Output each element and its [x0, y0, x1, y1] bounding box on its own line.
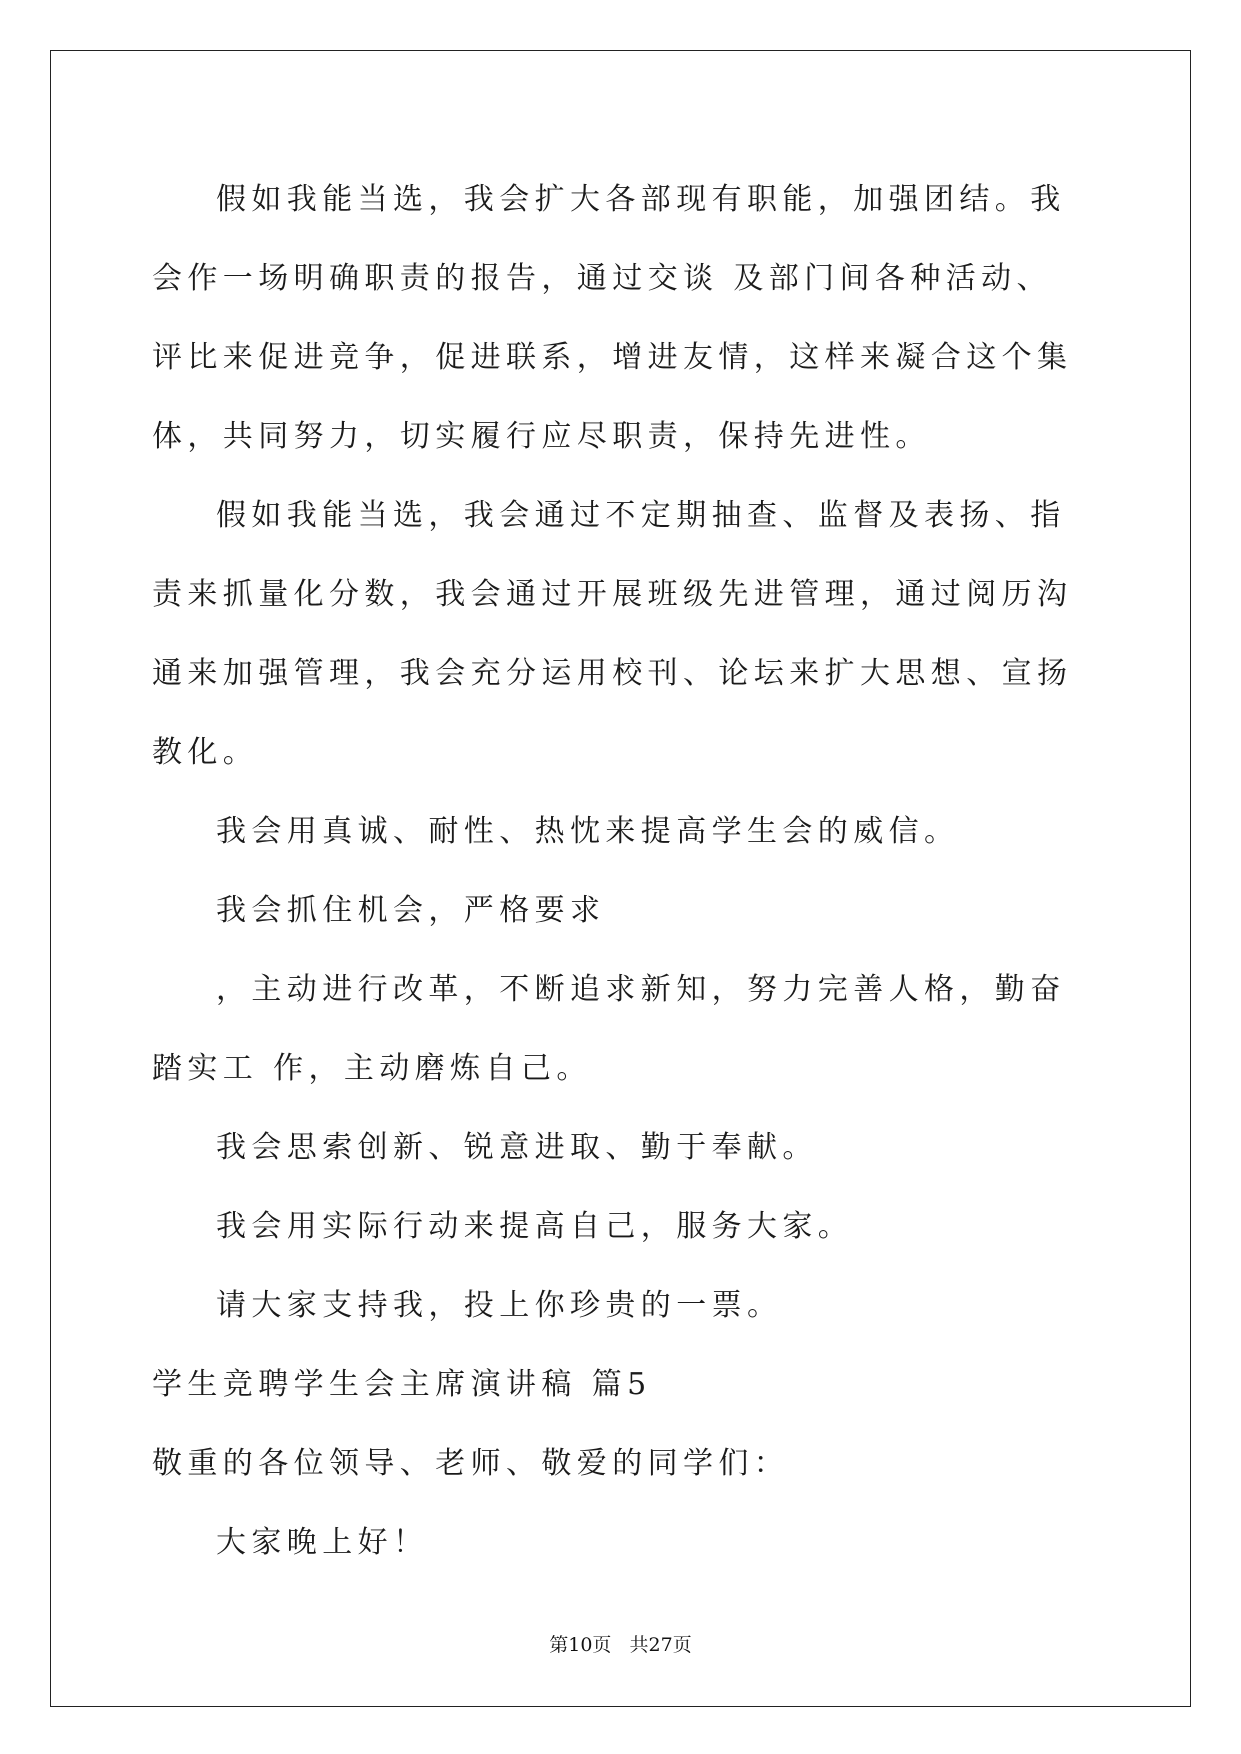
section-heading: 学生竞聘学生会主席演讲稿 篇5: [152, 1367, 652, 1402]
salutation: 敬重的各位领导、老师、敬爱的同学们：: [152, 1446, 790, 1481]
document-body: [152, 160, 1086, 1582]
paragraph: 我会用实际行动来提高自己，服务大家。: [216, 1209, 854, 1244]
paragraph: 假如我能当选，我会扩大各部现有职能，加强团结。我会作一场明确职责的报告，通过交谈 及部门间各种活动、评比来促进竞争，促进联系，增进友情，这样来凝合这个集体，共同努力，切实履行应尽职责，保持先进性。: [152, 182, 1073, 454]
greeting: 大家晚上好！: [216, 1525, 429, 1560]
paragraph: 假如我能当选，我会通过不定期抽查、监督及表扬、指责来抓量化分数，我会通过开展班级先进管理，通过阅历沟通来加强管理，我会充分运用校刊、论坛来扩大思想、宣扬教化。: [152, 498, 1073, 770]
paragraph: 我会用真诚、耐性、热忱来提高学生会的威信。: [216, 814, 960, 849]
paragraph: ，主动进行改革，不断追求新知，努力完善人格，勤奋踏实工 作，主动磨炼自己。: [152, 972, 1066, 1086]
page-number-label: 第10页 共27页: [549, 1634, 692, 1656]
paragraph: 我会思索创新、锐意进取、勤于奉献。: [216, 1130, 818, 1165]
paragraph: 请大家支持我，投上你珍贵的一票。: [216, 1288, 783, 1323]
paragraph: 我会抓住机会，严格要求: [216, 893, 606, 928]
page-number-footer: [0, 1630, 1241, 1657]
